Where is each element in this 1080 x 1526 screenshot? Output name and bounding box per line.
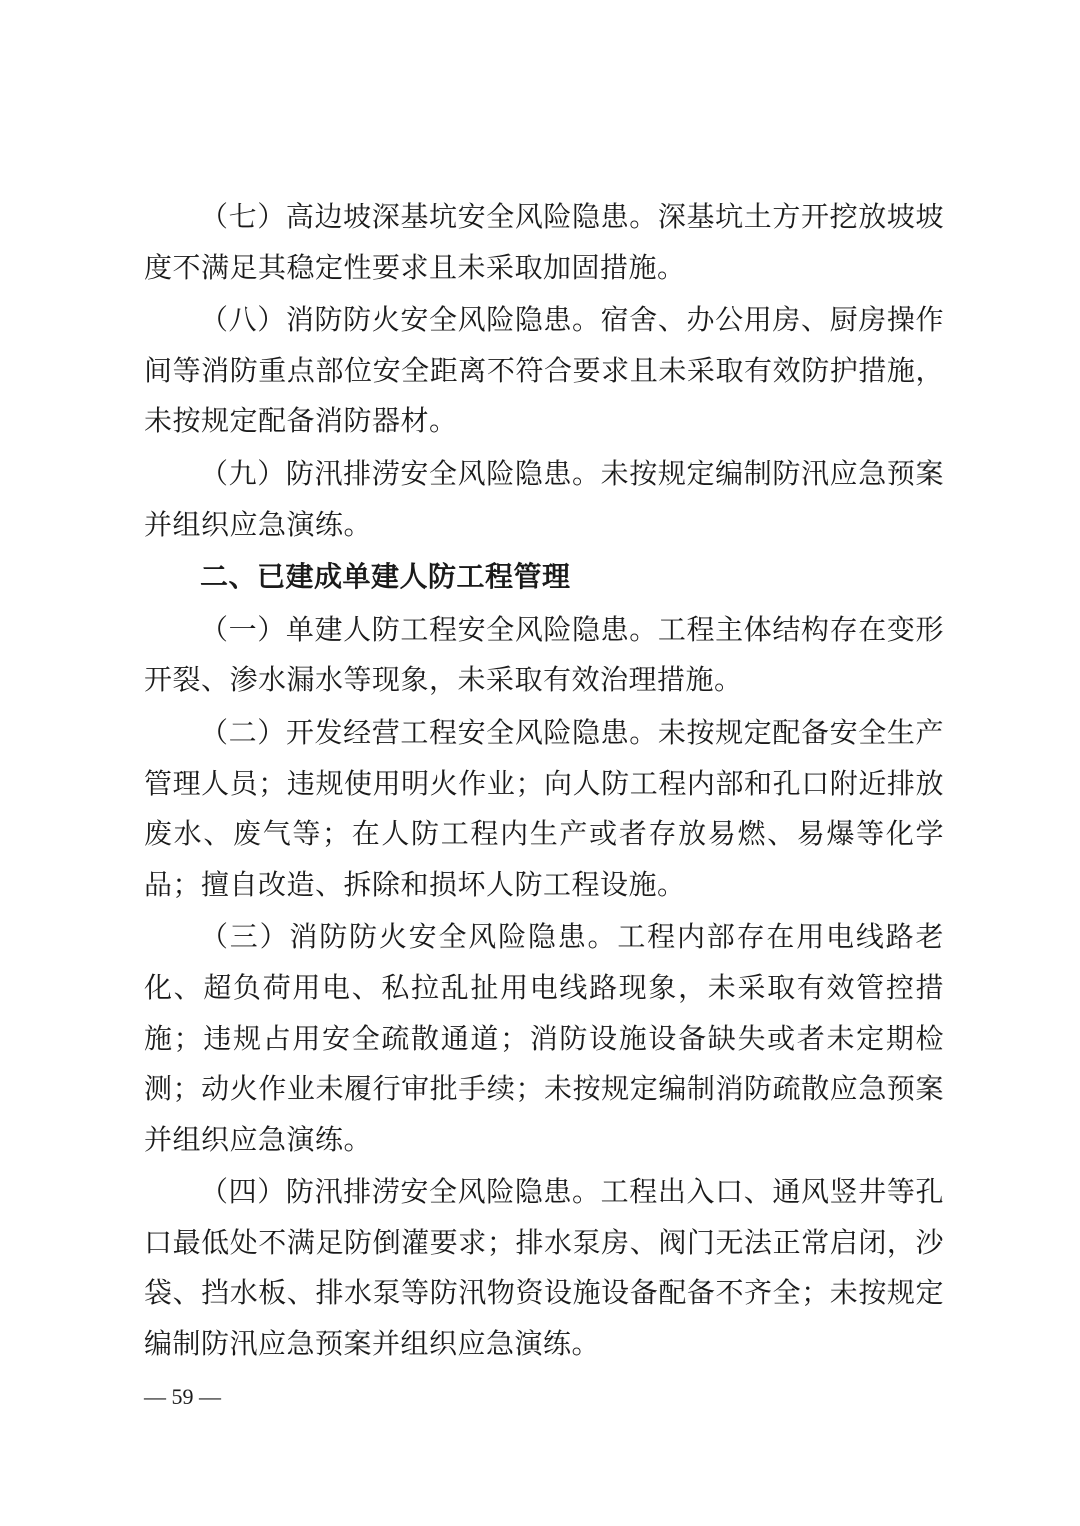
paragraph-1-structure: （一）单建人防工程安全风险隐患。工程主体结构存在变形开裂、渗水漏水等现象，未采取有效治理措施。 <box>144 612 944 697</box>
paragraph-9-flood: （九）防汛排涝安全风险隐患。未按规定编制防汛应急预案并组织应急演练。 <box>144 456 944 541</box>
page-number: — 59 — <box>144 1384 221 1409</box>
paragraph-8-fire: （八）消防防火安全风险隐患。宿舍、办公用房、厨房操作间等消防重点部位安全距离不符合要求且未采取有效防护措施，未按规定配备消防器材。 <box>144 303 944 438</box>
paragraph-3-fire: （三）消防防火安全风险隐患。工程内部存在用电线路老化、超负荷用电、私拉乱扯用电线路现象，未采取有效管控措施；违规占用安全疏散通道；消防设施设备缺失或者未定期检测；动火作业未履行审批手续；未按规定编制消防疏散应急预案并组织应急演练。 <box>144 920 944 1156</box>
paragraph-4-flood: （四）防汛排涝安全风险隐患。工程出入口、通风竖井等孔口最低处不满足防倒灌要求；排水泵房、阀门无法正常启闭，沙袋、挡水板、排水泵等防汛物资设施设备配备不齐全；未按规定编制防汛应急预案并组织应急演练。 <box>144 1175 944 1361</box>
section-heading: 二、已建成单建人防工程管理 <box>200 560 571 594</box>
paragraph-7-slope-pit: （七）高边坡深基坑安全风险隐患。深基坑土方开挖放坡坡度不满足其稳定性要求且未采取加固措施。 <box>144 200 944 284</box>
document-body <box>144 192 944 1372</box>
paragraph-2-operation: （二）开发经营工程安全风险隐患。未按规定配备安全生产管理人员；违规使用明火作业；向人防工程内部和孔口附近排放废水、废气等；在人防工程内生产或者存放易燃、易爆等化学品；擅自改造、拆除和损坏人防工程设施。 <box>144 715 944 901</box>
